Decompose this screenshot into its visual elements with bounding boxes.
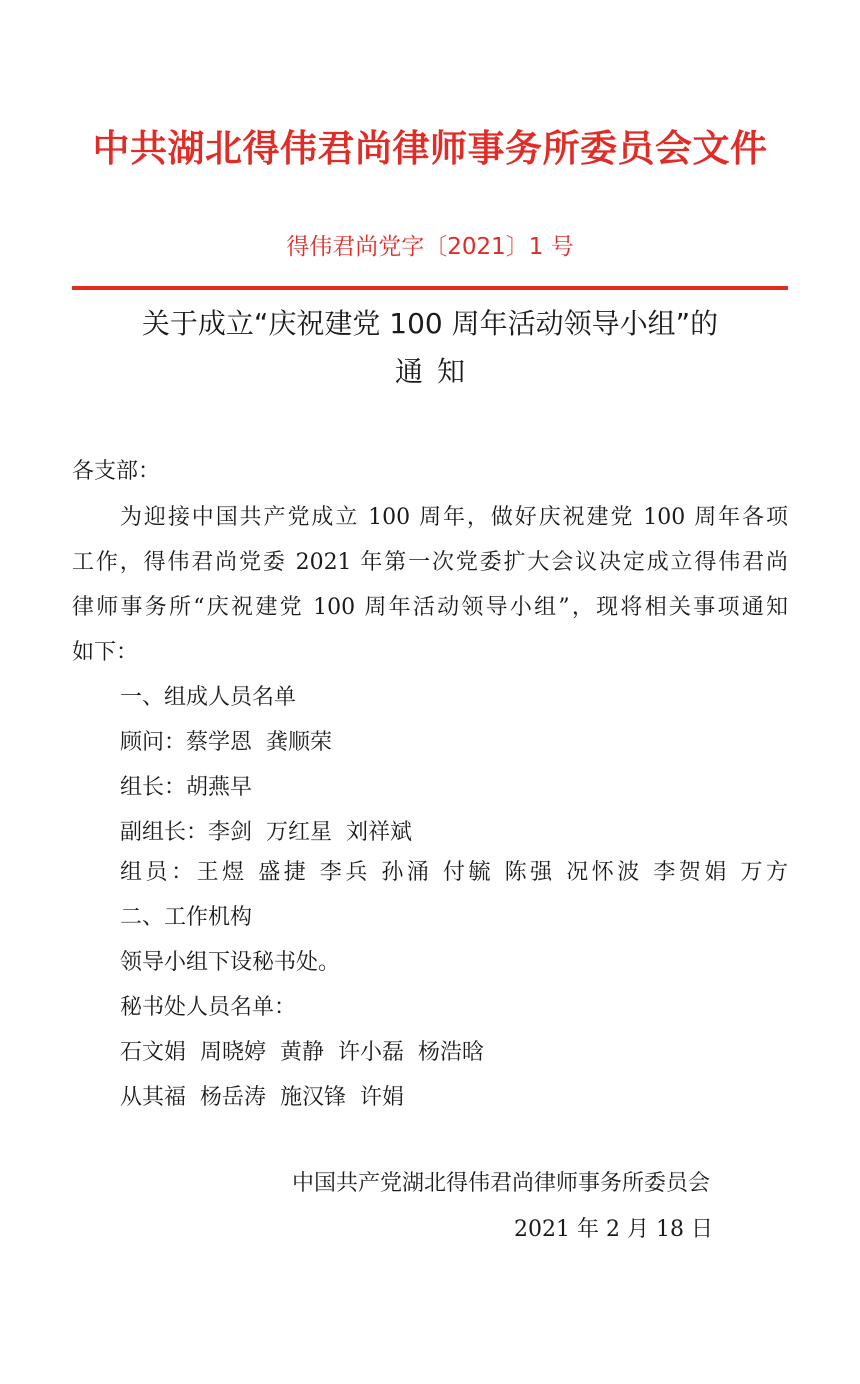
salutation: 各支部： [72, 459, 161, 484]
notice-title-line-1: 关于成立“庆祝建党 100 周年活动领导小组”的 [141, 307, 719, 340]
signature-date: 2021 年 2 月 18 日 [514, 1217, 713, 1242]
red-separator-rule [72, 286, 788, 290]
members-line: 组员：王煜 盛捷 李兵 孙涌 付毓 陈强 况怀波 李贺娟 万方 [120, 860, 788, 885]
paragraph-1-line-3: 律师事务所“庆祝建党 100 周年活动领导小组”，现将相关事项通知 [72, 595, 788, 620]
office-setup-line: 领导小组下设秘书处。 [120, 950, 341, 975]
notice-title-line-2: 通知 [394, 355, 479, 388]
office-members-line-1: 石文娟 周晓婷 黄静 许小磊 杨浩晗 [120, 1040, 484, 1065]
leader-line: 组长：胡燕早 [120, 775, 253, 800]
section-2-heading: 二、工作机构 [120, 905, 253, 930]
paragraph-1-line-4: 如下： [72, 640, 139, 665]
office-members-line-2: 从其福 杨岳涛 施汉锋 许娟 [120, 1085, 404, 1110]
paragraph-1-line-1: 为迎接中国共产党成立 100 周年，做好庆祝建党 100 周年各项 [120, 505, 788, 530]
section-1-heading: 一、组成人员名单 [120, 685, 297, 710]
signature-organization: 中国共产党湖北得伟君尚律师事务所委员会 [292, 1171, 711, 1196]
deputy-leaders-line: 副组长：李剑 万红星 刘祥斌 [120, 820, 412, 845]
document-number: 得伟君尚党字〔2021〕1 号 [286, 234, 574, 260]
office-list-label: 秘书处人员名单： [120, 995, 297, 1020]
org-header: 中共湖北得伟君尚律师事务所委员会文件 [92, 127, 768, 170]
paragraph-1-line-2: 工作，得伟君尚党委 2021 年第一次党委扩大会议决定成立得伟君尚 [72, 550, 788, 575]
advisors-line: 顾问：蔡学恩 龚顺荣 [120, 730, 332, 755]
